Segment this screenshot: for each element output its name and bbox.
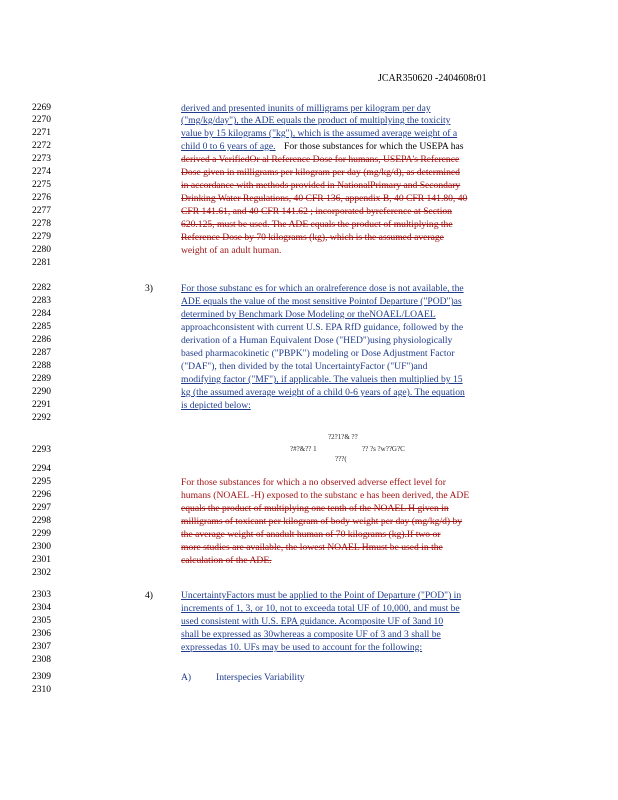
- line-number: 2305: [32, 616, 51, 626]
- text-line: UncertaintyFactors must be applied to the Point of Departure ("POD") in: [181, 590, 462, 601]
- line-number: 2280: [32, 245, 51, 255]
- line-number: 2300: [32, 542, 51, 552]
- deleted-text-line: the average weight of anadult human of 70 kilograms (kg).If two or: [181, 529, 441, 540]
- deleted-text-line: in accordance with methods provided in NationalPrimary and Secondary: [181, 180, 461, 191]
- line-number: 2310: [32, 685, 51, 695]
- plain-text: For those substances for which the USEPA has: [283, 141, 464, 152]
- equation-numerator: ?2?1?& ??: [328, 433, 358, 441]
- text-line: value by 15 kilograms ("kg"), which is the assumed average weight of a: [181, 128, 458, 139]
- line-number: 2286: [32, 335, 51, 345]
- text-line: kg (the assumed average weight of a child 0-6 years of age). The equation: [181, 387, 465, 398]
- line-number: 2275: [32, 180, 51, 190]
- equation-left: ?#?&?? 1: [290, 445, 317, 453]
- line-number: 2298: [32, 516, 51, 526]
- text-line: ("mg/kg/day"), the ADE equals the product of multiplying the toxicity: [181, 115, 451, 126]
- line-number: 2303: [32, 590, 51, 600]
- list-marker-a: A): [181, 672, 192, 683]
- equation-denominator: ???(: [335, 455, 347, 463]
- text-line: humans (NOAEL -H) exposed to the substanc e has been derived, the ADE: [181, 490, 470, 501]
- line-number: 2294: [32, 464, 51, 474]
- deleted-text-line: more studies are available, the lowest NOAEL Hmust be used in the: [181, 542, 443, 553]
- line-number: 2276: [32, 193, 51, 203]
- line-number: 2308: [32, 655, 51, 665]
- text-line: ("DAF"), then divided by the total UncertaintyFactor ("UF")and: [181, 361, 428, 372]
- line-number: 2299: [32, 529, 51, 539]
- line-number: 2288: [32, 361, 51, 371]
- deleted-text-line: derived a VerifiedOr al Reference Dose for humans, USEPA's Reference: [181, 154, 460, 165]
- line-number: 2284: [32, 309, 51, 319]
- line-number: 2304: [32, 603, 51, 613]
- line-number: 2287: [32, 348, 51, 358]
- line-number: 2269: [32, 103, 51, 113]
- deleted-text-line: equals the product of multiplying one tenth of the NOAEL H given in: [181, 503, 449, 514]
- line-number: 2291: [32, 400, 51, 410]
- line-number: 2279: [32, 232, 51, 242]
- line-number: 2283: [32, 296, 51, 306]
- text-line: based pharmacokinetic ("PBPK") modeling or Dose Adjustment Factor: [181, 348, 455, 359]
- list-marker-3: 3): [145, 283, 153, 294]
- text-line: For those substances for which a no observed adverse effect level for: [181, 477, 446, 488]
- line-number: 2292: [32, 413, 51, 423]
- text-line: is depicted below:: [181, 400, 251, 411]
- line-number: 2282: [32, 283, 51, 293]
- line-number: 2297: [32, 503, 51, 513]
- line-number: 2301: [32, 555, 51, 565]
- document-header: JCAR350620 -2404608r01: [378, 73, 487, 84]
- deleted-text-line: calculation of the ADE.: [181, 555, 272, 566]
- line-number: 2293: [32, 445, 51, 455]
- deleted-text-line: Drinking Water Regulations, 40 CFR 136, appendix B, 40 CFR 141.80, 40: [181, 193, 468, 204]
- text-line: derived and presented inunits of milligrams per kilogram per day: [181, 103, 431, 114]
- line-number: 2290: [32, 387, 51, 397]
- deleted-text-line: Reference Dose by 70 kilograms (kg), which is the assumed average: [181, 232, 444, 243]
- text-line: weight of an adult human.: [181, 245, 282, 256]
- text-line: modifying factor ("MF"), if applicable. The valueis then multiplied by 15: [181, 374, 463, 385]
- text-line: approachconsistent with current U.S. EPA RfD guidance, followed by the: [181, 322, 464, 333]
- text-line: determined by Benchmark Dose Modeling or theNOAEL/LOAEL: [181, 309, 436, 320]
- line-number: 2272: [32, 141, 51, 151]
- line-number: 2277: [32, 206, 51, 216]
- line-number: 2278: [32, 219, 51, 229]
- text-line: ADE equals the value of the most sensitive Pointof Departure ("POD")as: [181, 296, 462, 307]
- line-number: 2271: [32, 128, 51, 138]
- line-number: 2270: [32, 115, 51, 125]
- line-number: 2306: [32, 629, 51, 639]
- text-line: used consistent with U.S. EPA guidance. Acomposite UF of 3and 10: [181, 616, 444, 627]
- text-line: increments of 1, 3, or 10, not to exceeda total UF of 10,000, and must be: [181, 603, 460, 614]
- line-number: 2302: [32, 568, 51, 578]
- deleted-text-line: milligrams of toxicant per kilogram of body weight per day (mg/kg/d) by: [181, 516, 463, 527]
- line-number: 2307: [32, 642, 51, 652]
- line-number: 2289: [32, 374, 51, 384]
- line-number: 2285: [32, 322, 51, 332]
- line-number: 2295: [32, 477, 51, 487]
- text-line: Interspecies Variability: [216, 672, 305, 683]
- inserted-text: child 0 to 6 years of age.: [181, 141, 276, 152]
- list-marker-4: 4): [145, 590, 153, 601]
- line-number: 2281: [32, 258, 51, 268]
- line-number: 2296: [32, 490, 51, 500]
- text-line: derivation of a Human Equivalent Dose ("HED")using physiologically: [181, 335, 453, 346]
- equation-right: ?? ?s ?w??G?C: [362, 445, 405, 453]
- line-number: 2274: [32, 167, 51, 177]
- text-line: For those substanc es for which an oralreference dose is not available, the: [181, 283, 464, 294]
- text-line: expressedas 10. UFs may be used to account for the following:: [181, 642, 423, 653]
- line-number: 2273: [32, 154, 51, 164]
- line-number: 2309: [32, 672, 51, 682]
- text-line: shall be expressed as 30whereas a composite UF of 3 and 3 shall be: [181, 629, 441, 640]
- deleted-text-line: CFR 141.61, and 40 CFR 141.62 ; incorporated byreference at Section: [181, 206, 452, 217]
- text-line: [181, 141, 464, 153]
- deleted-text-line: Dose given in milligrams per kilogram per day (mg/kg/d), as determined: [181, 167, 460, 178]
- deleted-text-line: 620.125, must be used. The ADE equals the product of multiplying the: [181, 219, 453, 230]
